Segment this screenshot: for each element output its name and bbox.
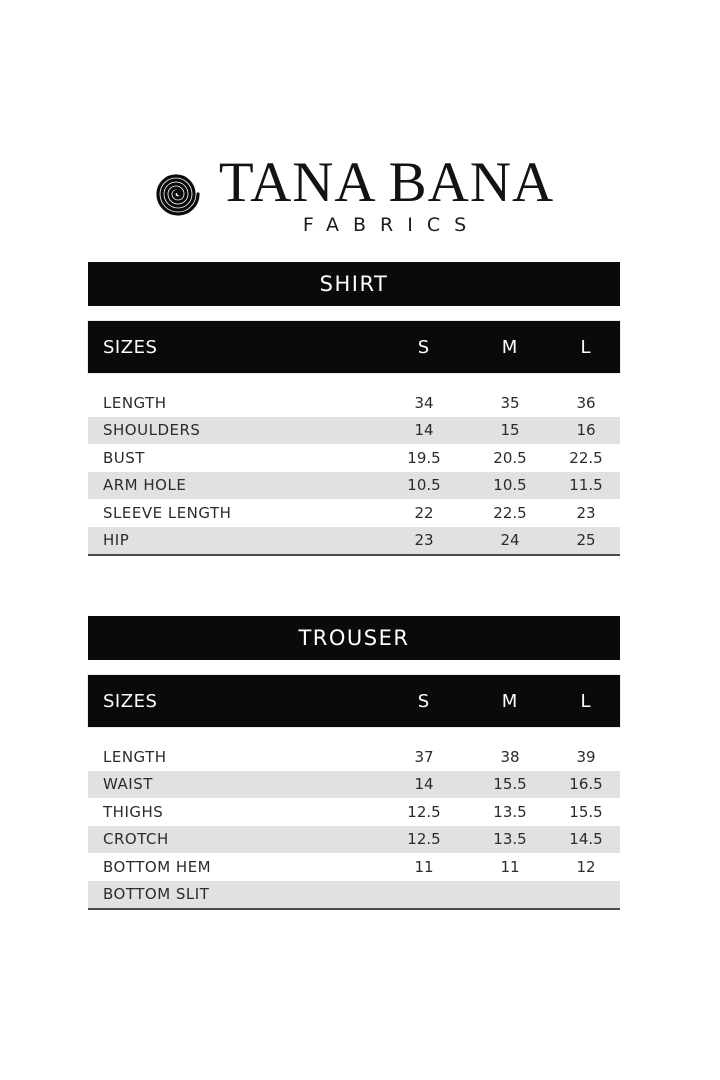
column-header-l: L	[580, 336, 592, 358]
measurement-label: WAIST	[103, 775, 153, 794]
shirt-title-bar	[88, 262, 620, 306]
brand-text-block	[218, 150, 555, 236]
size-value-m: 10.5	[493, 476, 527, 495]
table-row	[88, 798, 620, 826]
trouser-sizes-header	[88, 675, 620, 727]
size-value-s: 19.5	[407, 448, 441, 467]
column-header-s: S	[417, 690, 431, 712]
size-value-m: 22.5	[493, 503, 527, 522]
column-header-m: M	[501, 336, 519, 358]
size-value-l: 23	[576, 503, 596, 522]
measurement-label: THIGHS	[103, 802, 164, 821]
measurement-label: BUST	[103, 448, 145, 467]
size-value-l: 16.5	[569, 775, 603, 794]
size-value-m: 15	[500, 421, 520, 440]
size-value-m: 11	[500, 857, 520, 876]
measurement-label: ARM HOLE	[103, 476, 187, 495]
table-row	[88, 389, 620, 417]
spiral-icon	[154, 170, 202, 218]
trouser-table	[88, 616, 620, 910]
table-row	[88, 472, 620, 500]
size-value-s: 37	[414, 747, 434, 766]
content-column	[88, 0, 620, 910]
measurement-label: BOTTOM SLIT	[103, 885, 210, 904]
brand-subtitle: FABRICS	[302, 213, 481, 236]
size-value-s: 12.5	[407, 830, 441, 849]
size-value-l: 22.5	[569, 448, 603, 467]
table-row	[88, 499, 620, 527]
size-value-m: 15.5	[493, 775, 527, 794]
measurement-label: CROTCH	[103, 830, 169, 849]
shirt-title: SHIRT	[319, 272, 389, 296]
size-value-l: 15.5	[569, 802, 603, 821]
sizes-label: SIZES	[103, 336, 158, 358]
size-value-l: 36	[576, 393, 596, 412]
size-value-l: 12	[576, 857, 596, 876]
brand-name: TANA BANA	[218, 150, 555, 214]
table-row	[88, 853, 620, 881]
size-value-l: 25	[576, 531, 596, 550]
size-value-s: 34	[414, 393, 434, 412]
size-value-m: 13.5	[493, 830, 527, 849]
trouser-title: TROUSER	[298, 626, 410, 650]
column-header-l: L	[580, 690, 592, 712]
table-row	[88, 743, 620, 771]
column-header-m: M	[501, 690, 519, 712]
brand-logo	[88, 150, 620, 236]
measurement-label: BOTTOM HEM	[103, 857, 212, 876]
table-row	[88, 771, 620, 799]
measurement-label: HIP	[103, 531, 130, 550]
table-row	[88, 527, 620, 555]
size-value-s: 11	[414, 857, 434, 876]
table-row	[88, 444, 620, 472]
sizes-label: SIZES	[103, 690, 158, 712]
size-value-m: 13.5	[493, 802, 527, 821]
measurement-label: LENGTH	[103, 747, 167, 766]
shirt-table	[88, 262, 620, 556]
trouser-rows	[88, 743, 620, 910]
size-value-l: 16	[576, 421, 596, 440]
size-value-l: 11.5	[569, 476, 603, 495]
size-value-l: 39	[576, 747, 596, 766]
size-value-m: 24	[500, 531, 520, 550]
table-row	[88, 826, 620, 854]
size-value-s: 14	[414, 421, 434, 440]
measurement-label: SHOULDERS	[103, 421, 201, 440]
size-value-s: 23	[414, 531, 434, 550]
trouser-title-bar	[88, 616, 620, 660]
size-value-s: 10.5	[407, 476, 441, 495]
size-value-m: 35	[500, 393, 520, 412]
size-value-l: 14.5	[569, 830, 603, 849]
table-row	[88, 417, 620, 445]
column-header-s: S	[417, 336, 431, 358]
size-value-m: 20.5	[493, 448, 527, 467]
size-value-s: 14	[414, 775, 434, 794]
size-value-s: 22	[414, 503, 434, 522]
measurement-label: SLEEVE LENGTH	[103, 503, 232, 522]
table-row	[88, 881, 620, 909]
size-value-s: 12.5	[407, 802, 441, 821]
shirt-rows	[88, 389, 620, 556]
size-value-m: 38	[500, 747, 520, 766]
measurement-label: LENGTH	[103, 393, 167, 412]
shirt-sizes-header	[88, 321, 620, 373]
